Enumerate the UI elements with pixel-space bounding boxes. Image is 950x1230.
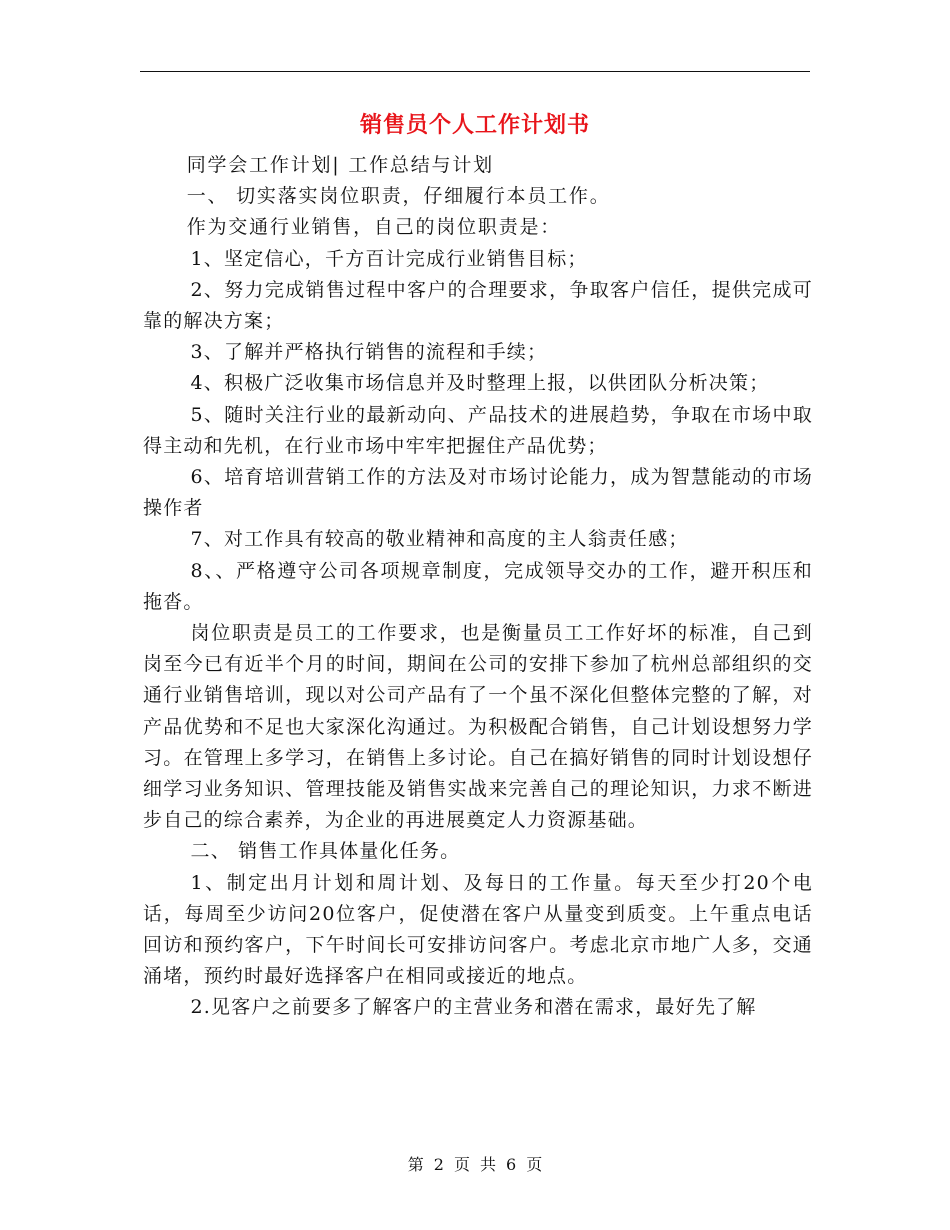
body-paragraph: 一、 切实落实岗位职责，仔细履行本员工作。 bbox=[186, 185, 611, 208]
document-title: 销售员个人工作计划书 bbox=[359, 112, 590, 138]
header-rule bbox=[140, 71, 810, 72]
body-paragraph: 二、 销售工作具体量化任务。 bbox=[190, 840, 461, 863]
page-label-prefix: 第 bbox=[407, 1155, 424, 1174]
body-paragraph: 8、、严格遵守公司各项规章制度，完成领导交办的工作，避开积压和拖沓。 bbox=[143, 559, 813, 613]
total-pages-number: 6 bbox=[506, 1155, 517, 1174]
body-paragraph: 3、了解并严格执行销售的流程和手续； bbox=[190, 341, 548, 364]
page-label-unit: 页 bbox=[453, 1155, 470, 1174]
total-label-unit: 页 bbox=[526, 1155, 543, 1174]
total-label: 共 bbox=[480, 1155, 497, 1174]
body-paragraph: 6、培育培训营销工作的方法及对市场讨论能力，成为智慧能动的市场操作者 bbox=[143, 466, 813, 520]
document-body bbox=[143, 150, 813, 1024]
body-paragraph: 同学会工作计划| 工作总结与计划 bbox=[186, 154, 494, 176]
body-paragraph: 岗位职责是员工的工作要求，也是衡量员工工作好坏的标准，自己到岗至今已有近半个月的时间，期间在公司的安排下参加了杭州总部组织的交通行业销售培训，现以对公司产品有了一个虽不深化但整体完整的了解，对产品优势和不足也大家深化沟通过。为积极配合销售，自己计划设想努力学习。在管理上多学习，在销售上多讨论。自己在搞好销售的同时计划设想仔细学习业务知识、管理技能及销售实战来完善自己的理论知识，力求不断进步自己的综合素养，为企业的再进展奠定人力资源基础。 bbox=[143, 622, 813, 832]
page-footer bbox=[0, 1152, 950, 1175]
current-page-number: 2 bbox=[433, 1155, 444, 1174]
body-paragraph: 2、努力完成销售过程中客户的合理要求，争取客户信任，提供完成可靠的解决方案； bbox=[143, 278, 813, 333]
body-paragraph: 7、对工作具有较高的敬业精神和高度的主人翁责任感； bbox=[190, 528, 689, 551]
body-paragraph: 5、随时关注行业的最新动向、产品技术的进展趋势，争取在市场中取得主动和先机，在行业市场中牢牢把握住产品优势； bbox=[143, 403, 813, 457]
body-paragraph: 1、坚定信心，千方百计完成行业销售目标； bbox=[190, 247, 588, 270]
body-paragraph: 1、制定出月计划和周计划、及每日的工作量。每天至少打20个电话，每周至少访问20位客户，促使潜在客户从量变到质变。上午重点电话回访和预约客户，下午时间长可安排访问客户。考虑北京市地广人多，交通涌堵，预约时最好选择客户在相同或接近的地点。 bbox=[143, 871, 813, 988]
body-paragraph: 4、积极广泛收集市场信息并及时整理上报，以供团队分析决策； bbox=[190, 372, 770, 395]
body-paragraph: 作为交通行业销售，自己的岗位职责是： bbox=[186, 216, 562, 239]
body-paragraph: 2.见客户之前要多了解客户的主营业务和潜在需求，最好先了解 bbox=[190, 996, 757, 1019]
